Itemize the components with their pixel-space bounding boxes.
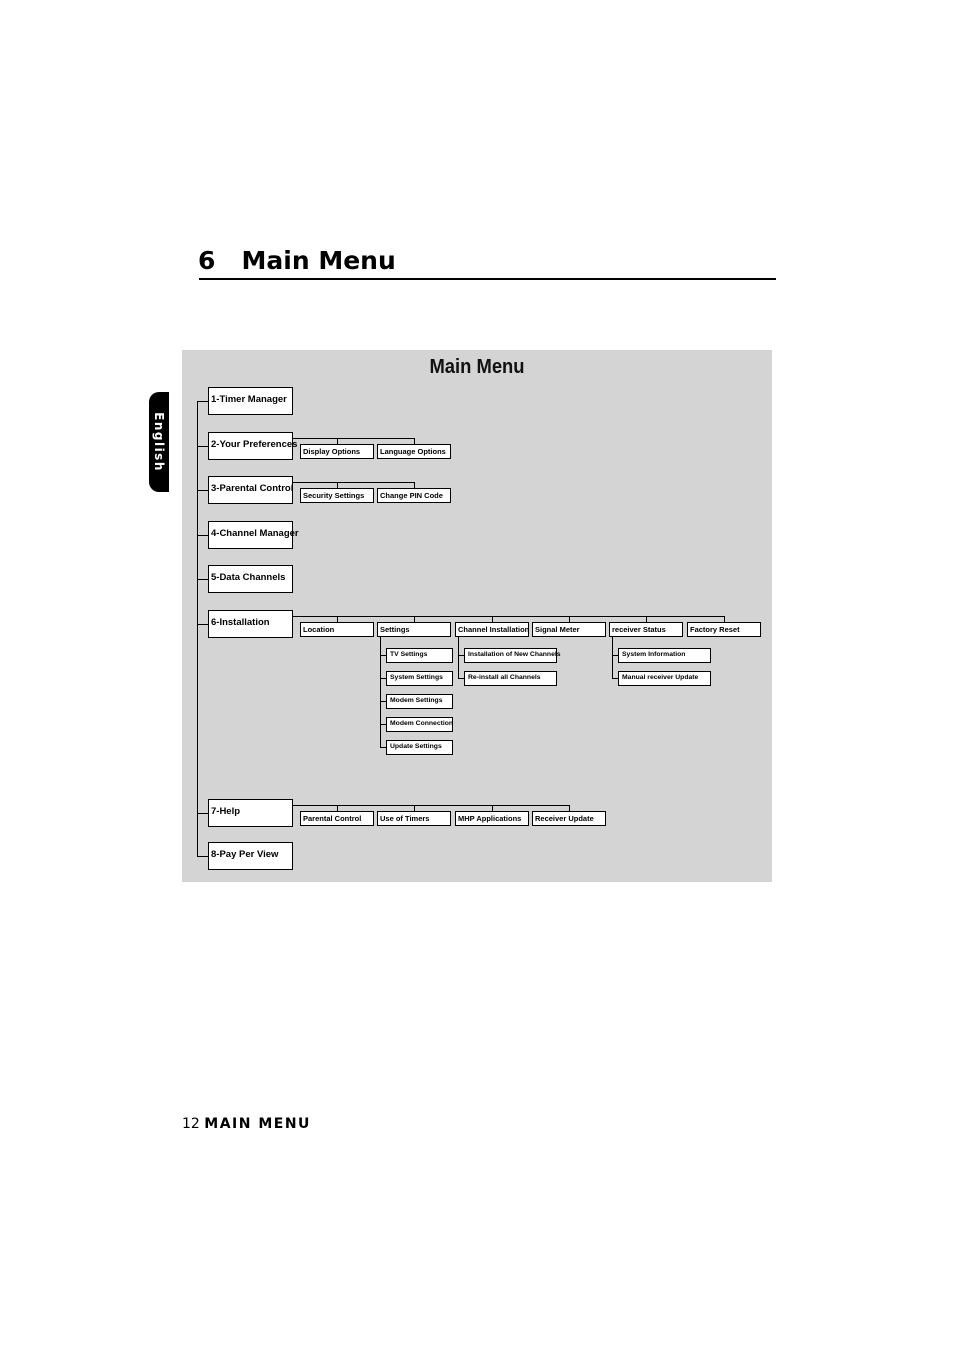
menu-item-2-your-preferences: [208, 432, 298, 460]
submenu-item-signal-meter-label: Signal Meter: [535, 625, 580, 634]
submenu-item-language-options: [377, 444, 451, 459]
spine-branch-line: [197, 535, 208, 536]
submenu-item-change-pin-code-label: Change PIN Code: [380, 491, 443, 500]
submenu-item-location: [300, 622, 374, 637]
subsubmenu-item-update-settings: [386, 740, 453, 755]
menu-item-2-your-preferences-label: 2-Your Preferences: [211, 439, 298, 450]
subsubmenu-item-modem-settings: [386, 694, 453, 709]
branch-bar-line: [293, 805, 570, 806]
sub-spine-line: [458, 637, 459, 679]
language-tab: [149, 392, 169, 492]
spine-branch-line: [197, 856, 208, 857]
subsubmenu-item-system-settings: [386, 671, 453, 686]
branch-bar-line: [293, 482, 415, 483]
chapter-title: Main Menu: [241, 246, 396, 275]
submenu-item-use-of-timers: [377, 811, 451, 826]
subsubmenu-item-modem-connection-label: Modem Connection: [390, 720, 454, 727]
tree-spine-line: [197, 401, 198, 857]
spine-branch-line: [197, 579, 208, 580]
sub-spine-line: [612, 637, 613, 679]
chapter-number: 6: [198, 246, 216, 275]
menu-item-4-channel-manager: [208, 521, 299, 549]
submenu-item-location-label: Location: [303, 625, 335, 634]
submenu-item-receiver-status: [609, 622, 683, 637]
submenu-item-receiver-update-label: Receiver Update: [535, 814, 594, 823]
menu-item-7-help: [208, 799, 293, 827]
menu-diagram-panel: [182, 350, 772, 882]
submenu-item-receiver-status-label: receiver Status: [612, 625, 666, 634]
chapter-heading: [198, 244, 396, 278]
menu-item-6-installation: [208, 610, 293, 638]
page-footer: [182, 1116, 311, 1132]
spine-branch-line: [197, 401, 208, 402]
submenu-item-mhp-applications-label: MHP Applications: [458, 814, 522, 823]
menu-item-3-parental-control: [208, 476, 293, 504]
submenu-item-parental-control-label: Parental Control: [303, 814, 362, 823]
submenu-item-channel-installation: [455, 622, 529, 637]
page-number: 12: [182, 1116, 200, 1132]
submenu-item-settings-label: Settings: [380, 625, 410, 634]
branch-bar-line: [293, 616, 725, 617]
menu-item-6-installation-label: 6-Installation: [211, 617, 270, 628]
spine-branch-line: [197, 624, 208, 625]
submenu-item-factory-reset-label: Factory Reset: [690, 625, 740, 634]
subsubmenu-item-manual-receiver-update: [618, 671, 711, 686]
menu-item-5-data-channels: [208, 565, 293, 593]
subsubmenu-item-manual-receiver-update-label: Manual receiver Update: [622, 674, 699, 681]
spine-branch-line: [197, 490, 208, 491]
footer-section-title: MAIN MENU: [204, 1116, 311, 1132]
submenu-item-settings: [377, 622, 451, 637]
subsubmenu-item-system-information: [618, 648, 711, 663]
submenu-item-use-of-timers-label: Use of Timers: [380, 814, 430, 823]
subsubmenu-item-update-settings-label: Update Settings: [390, 743, 442, 750]
subsubmenu-item-installation-of-new-channels-label: Installation of New Channels: [468, 651, 561, 658]
menu-item-1-timer-manager-label: 1-Timer Manager: [211, 394, 287, 405]
spine-branch-line: [197, 813, 208, 814]
menu-item-3-parental-control-label: 3-Parental Control: [211, 483, 294, 494]
submenu-item-channel-installation-label: Channel Installation: [458, 625, 530, 634]
submenu-item-receiver-update: [532, 811, 606, 826]
menu-item-8-pay-per-view: [208, 842, 293, 870]
submenu-item-security-settings: [300, 488, 374, 503]
subsubmenu-item-tv-settings-label: TV Settings: [390, 651, 428, 658]
subsubmenu-item-installation-of-new-channels: [464, 648, 561, 663]
submenu-item-factory-reset: [687, 622, 761, 637]
spine-branch-line: [197, 446, 208, 447]
submenu-item-security-settings-label: Security Settings: [303, 491, 365, 500]
subsubmenu-item-tv-settings: [386, 648, 453, 663]
menu-item-5-data-channels-label: 5-Data Channels: [211, 572, 286, 583]
menu-item-4-channel-manager-label: 4-Channel Manager: [211, 528, 299, 539]
menu-item-8-pay-per-view-label: 8-Pay Per View: [211, 849, 279, 860]
branch-bar-line: [293, 438, 415, 439]
submenu-item-display-options-label: Display Options: [303, 447, 361, 456]
sub-spine-line: [380, 637, 381, 748]
submenu-item-language-options-label: Language Options: [380, 447, 446, 456]
subsubmenu-item-re-install-all-channels: [464, 671, 557, 686]
subsubmenu-item-system-settings-label: System Settings: [390, 674, 443, 681]
submenu-item-display-options: [300, 444, 374, 459]
diagram-title: Main Menu: [429, 356, 525, 378]
subsubmenu-item-modem-connection: [386, 717, 453, 732]
menu-item-7-help-label: 7-Help: [211, 806, 241, 817]
menu-item-1-timer-manager: [208, 387, 293, 415]
subsubmenu-item-re-install-all-channels-label: Re-install all Channels: [468, 674, 541, 681]
submenu-item-change-pin-code: [377, 488, 451, 503]
subsubmenu-item-system-information-label: System Information: [622, 651, 686, 658]
language-tab-label: English: [152, 412, 166, 472]
submenu-item-mhp-applications: [455, 811, 529, 826]
chapter-rule: [199, 278, 776, 280]
submenu-item-parental-control: [300, 811, 374, 826]
submenu-item-signal-meter: [532, 622, 606, 637]
subsubmenu-item-modem-settings-label: Modem Settings: [390, 697, 443, 704]
